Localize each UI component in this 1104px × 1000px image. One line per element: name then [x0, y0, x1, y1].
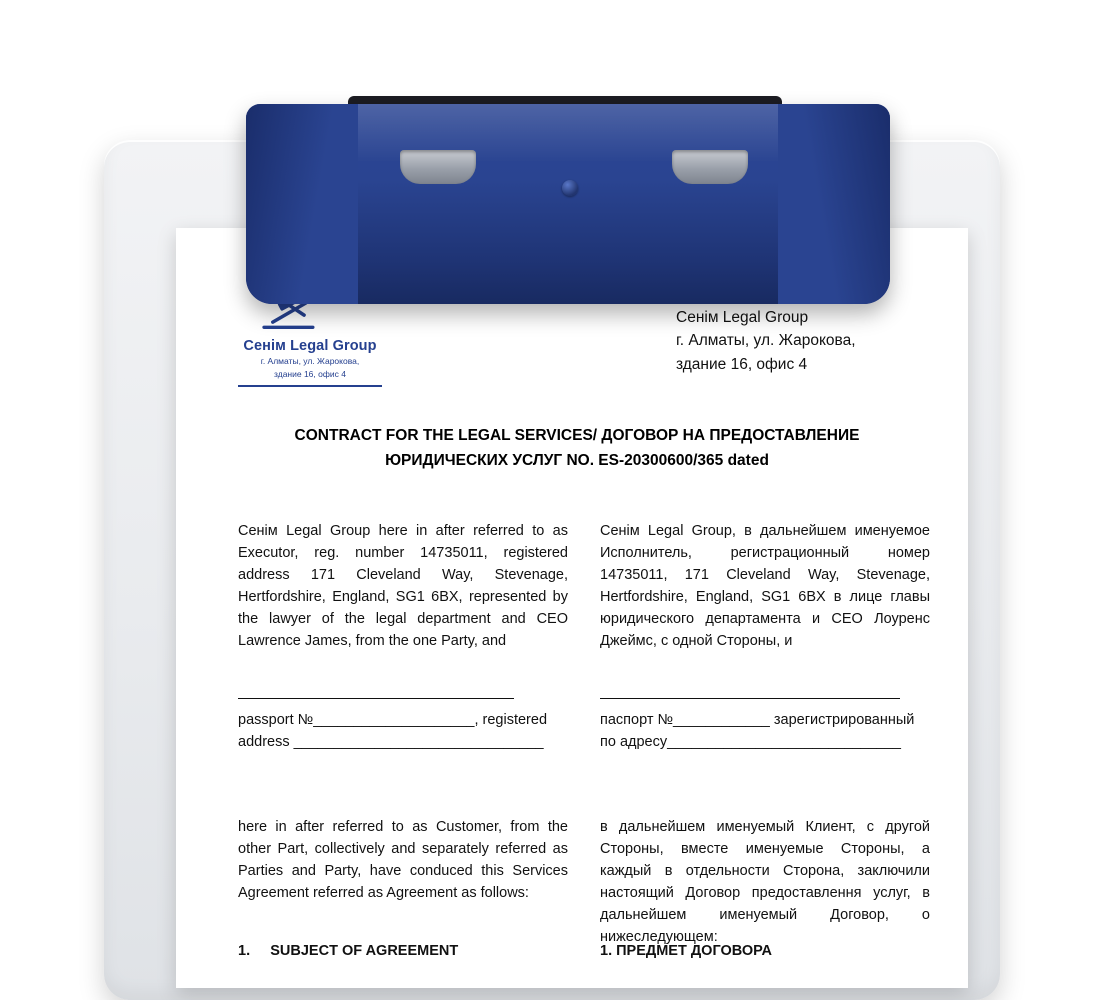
passport-line-english: passport №____________________, registered: [238, 712, 548, 728]
header-company: Сенім Legal Group: [676, 309, 809, 326]
document-title: CONTRACT FOR THE LEGAL SERVICES/ ДОГОВОР НА ПРЕДОСТАВЛЕНИЕ ЮРИДИЧЕСКИХ УСЛУГ NO. ES-20300600/365 dated: [294, 427, 860, 469]
passport-block-english: [238, 698, 568, 753]
header-address-line-1: г. Алматы, ул. Жарокова,: [676, 332, 856, 350]
intro-paragraph-english: Сенім Legal Group here in after referred to as Executor, reg. number 14735011, registered address 171 Cleveland Way, Stevenage, Hertfordshire, England, SG1 6BX, represented by the lawyer of the legal department and CEO Lawrence James, from the one Party, and: [238, 523, 568, 650]
contract-document: [176, 228, 968, 988]
document-body: [176, 228, 968, 988]
section-heading-english: [238, 940, 568, 962]
section-heading-russian: 1. ПРЕДМЕТ ДОГОВОРА: [600, 943, 773, 959]
address-line-english: address _______________________________: [238, 734, 544, 751]
passport-line-russian: паспорт №____________ зарегистрированный: [600, 712, 915, 728]
logo-company-name: Сенім Legal Group: [243, 338, 377, 354]
passport-block-russian: [600, 698, 930, 753]
intro-paragraph-russian: Сенім Legal Group, в дальнейшем именуемое Исполнитель, регистрационный номер 14735011, 171 Cleveland Way, Stevenage, Hertfordshire, England, SG1 6BX в лице главы юридического департамента и CEO Лоуренс Джеймс, с одной Стороны, и: [600, 523, 930, 650]
address-line-russian: по адресу_____________________________: [600, 734, 901, 751]
header-address-line-2: здание 16, офис 4: [676, 355, 808, 373]
clip-slot-left: [400, 150, 476, 184]
blank-name-line-russian: [600, 698, 900, 699]
header-address-block: [676, 306, 956, 376]
clip-rivet: [562, 180, 578, 196]
logo-address-line-2: здание 16, офис 4: [274, 369, 346, 380]
customer-paragraph-russian: в дальнейшем именуемый Клиент, с другой Стороны, вместе именуемые Стороны, а каждый в отдельности Сторона, заключили настоящий Договор предоставлення услуг, в дальнейшем именуемый Договор, о нижеследующем:: [600, 819, 930, 946]
clip-bevel-left: [246, 104, 358, 304]
clip-slot-right: [672, 150, 748, 184]
customer-paragraph-english: here in after referred to as Customer, from the other Part, collectively and separately referred as Parties and Party, have conduced this Services Agreement referred as Agreement as follows:: [238, 819, 568, 902]
logo-box: [238, 296, 382, 387]
blank-name-line-english: [238, 698, 514, 699]
letterhead: [238, 296, 518, 387]
clip-bevel-right: [778, 104, 890, 304]
section-title-english: SUBJECT OF AGREEMENT: [270, 943, 459, 959]
section-number-english: 1.: [238, 943, 251, 959]
logo-address-line-1: г. Алматы, ул. Жарокова,: [260, 356, 360, 366]
